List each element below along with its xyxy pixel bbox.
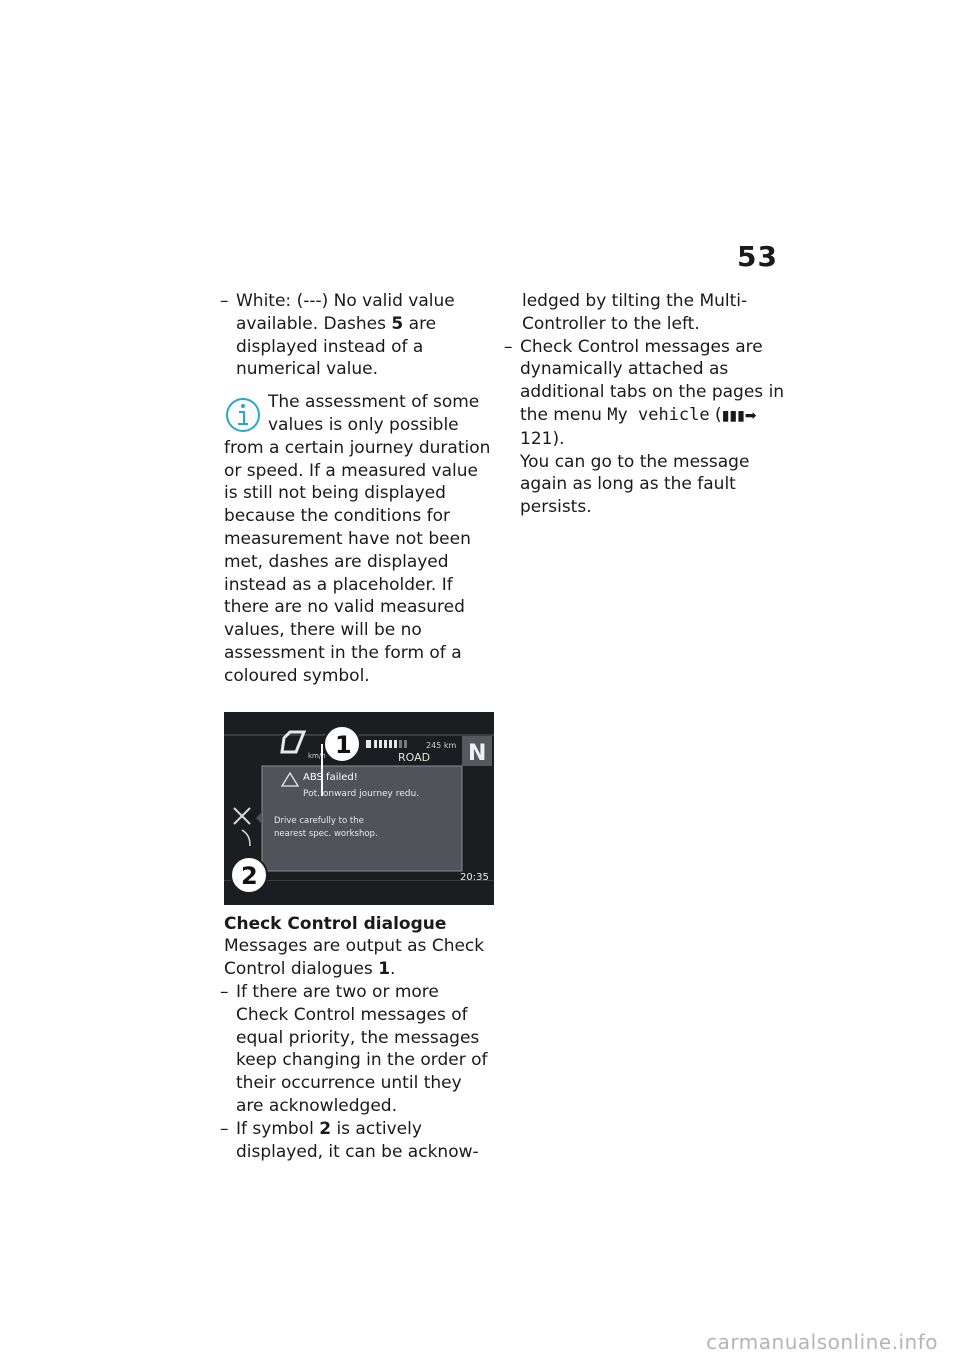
symbol-tail: is actively displayed, it can be acknow- (236, 1118, 479, 1162)
list-dash: – (220, 1118, 229, 1139)
list-dash: – (220, 291, 229, 311)
white-item-tail: are displayed instead of a numerical value. (236, 313, 437, 380)
caption-text (224, 935, 494, 981)
list-item-tabs (504, 336, 788, 519)
info-icon (224, 395, 262, 435)
continuation-text: ledged by tilting the Multi-Controller to the left. (522, 291, 748, 334)
paren-open: ( (709, 404, 722, 425)
left-column (220, 290, 494, 1163)
info-note (224, 391, 494, 687)
tabs-lead: Check Control messages are dynamically attached as additional tabs on the pages in the menu (520, 336, 785, 425)
list-dash: – (220, 981, 229, 1002)
dashboard-screen-figure (224, 712, 494, 905)
speed-unit: km/h (308, 751, 326, 760)
page-number: 53 (737, 240, 778, 273)
msg-line3: Drive carefully to the (274, 815, 364, 826)
symbol-lead: If symbol (236, 1118, 320, 1139)
two-more-text: If there are two or more Check Control messages of equal priority, the messages keep changing in the order of their occurrence until they are acknowledged. (236, 981, 488, 1116)
callout-2: 2 (241, 861, 258, 890)
note-text: The assessment of some values is only possible from a certain journey duration or speed. If a measured value is still not being displayed because the conditions for measurement have not been met, dashes are displayed instead as a placeholder. If there are no valid measured values, there will be no assessment in the form of a coloured symbol. (224, 392, 491, 686)
list-item-symbol (220, 1118, 494, 1164)
watermark-footer: carmanualsonline.info (706, 1330, 938, 1354)
riding-mode: ROAD (398, 750, 431, 764)
page-ref: 121 (520, 428, 553, 449)
caption-title: Check Control dialogue (224, 913, 447, 934)
white-item-lead: White: (---) No valid value available. Dashes (236, 291, 455, 334)
msg-line2: Pot. onward journey redu. (303, 788, 420, 799)
paren-close: ). (552, 428, 565, 449)
callout-1: 1 (335, 730, 352, 759)
list-item-white (220, 290, 494, 381)
gear-indicator: N (468, 740, 487, 766)
ref-1: 1 (378, 959, 391, 980)
page-ref-arrow-icon: ▮▮▮➡ (721, 407, 757, 424)
range-readout: 245 km (426, 740, 457, 750)
caption-lead: Messages are output as Check Control dialogues (224, 936, 485, 980)
tabs-tail: You can go to the message again as long as the fault persists. (520, 451, 750, 518)
list-dash: – (504, 336, 513, 357)
msg-line4: nearest spec. workshop. (274, 828, 378, 839)
caption-tail: . (390, 959, 396, 980)
ref-2: 2 (319, 1118, 332, 1139)
right-column (504, 290, 788, 519)
clock-readout: 20:35 (460, 871, 489, 883)
list-item-two-more (220, 981, 494, 1118)
menu-name: My vehicle (607, 404, 710, 425)
msg-title: ABS failed! (303, 771, 358, 783)
ref-5: 5 (391, 313, 404, 334)
